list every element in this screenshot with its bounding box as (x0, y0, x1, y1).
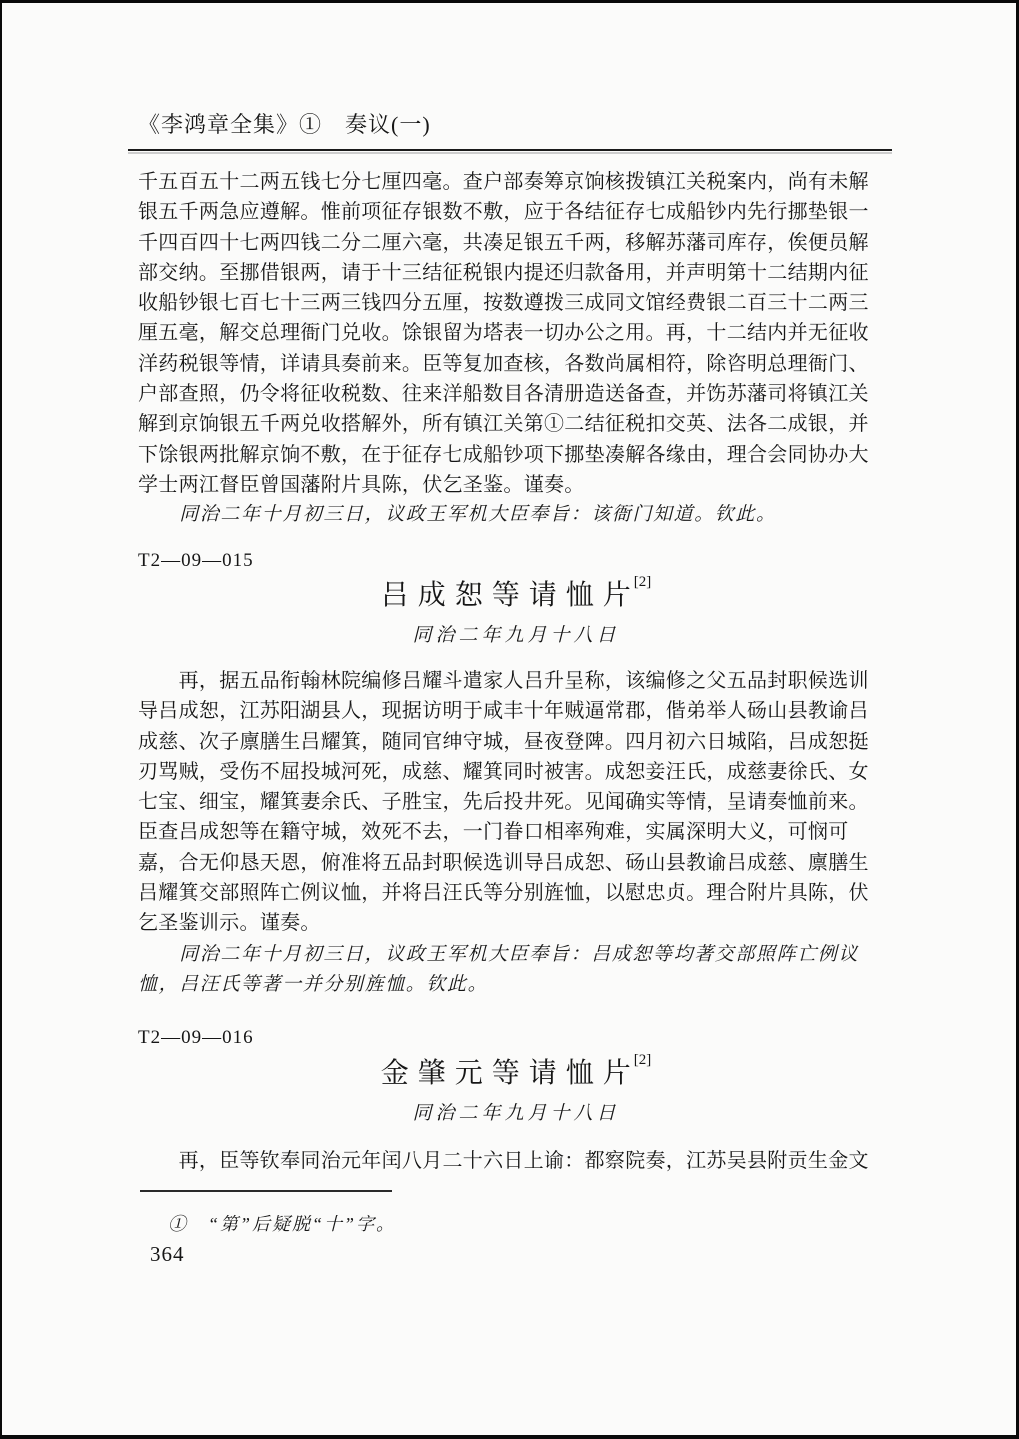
text-line: 同治二年十月初三日，议政王军机大臣奉旨：吕成恕等均著交部照阵亡例议 (138, 944, 860, 965)
text-line: 厘五毫，解交总理衙门兑收。馀银留为塔表一切办公之用。再，十二结内并无征收 (138, 322, 869, 345)
text-line: 刃骂贼，受伤不屈投城河死，成慈、耀箕同时被害。成恕妾汪氏，成慈妻徐氏、女 (138, 760, 869, 783)
scan-border-bottom (0, 1435, 1019, 1439)
continued-memorial-edict (138, 500, 894, 530)
page-number: 364 (150, 1242, 185, 1266)
text-line: 导吕成恕，江苏阳湖县人，现据访明于咸丰十年贼逼常郡，偕弟举人砀山县教谕吕 (138, 700, 869, 723)
text-line: 再，臣等钦奉同治元年闰八月二十六日上谕：都察院奏，江苏吴县附贡生金文 (138, 1150, 869, 1172)
memorial-lu-title-note-ref: [2] (633, 574, 652, 590)
text-line: 臣查吕成恕等在籍守城，效死不去，一门眷口相率殉难，实属深明大义，可悯可 (138, 821, 849, 844)
footnote-text: ① “第”后疑脱“十”字。 (168, 1214, 397, 1234)
memorial-jin-body (138, 1146, 894, 1176)
memorial-lu-date: 同治二年九月十八日 (412, 625, 620, 646)
text-line: 学士两江督臣曾国藩附片具陈，伏乞圣鉴。谨奏。 (138, 473, 585, 496)
text-line: 解到京饷银五千两兑收搭解外，所有镇江关第①二结征税扣交英、法各二成银，并 (138, 413, 869, 436)
text-line: 同治二年十月初三日，议政王军机大臣奉旨：该衙门知道。钦此。 (138, 504, 777, 525)
archive-id-t2-09-016: T2—09—016 (138, 1027, 254, 1048)
text-line: 吕耀箕交部照阵亡例议恤，并将吕汪氏等分别旌恤，以慰忠贞。理合附片具陈，伏 (138, 882, 869, 905)
running-head-title: 《李鸿章全集》① 奏议(一) (138, 112, 431, 137)
memorial-jin-title-text: 金肇元等请恤片 (380, 1058, 640, 1089)
text-line: 收船钞银七百七十三两三钱四分五厘，按数遵拨三成同文馆经费银二百三十二两三 (138, 292, 869, 315)
text-line: 成慈、次子廪膳生吕耀箕，随同官绅守城，昼夜登陴。四月初六日城陷，吕成恕挺 (138, 730, 869, 753)
text-line: 千五百五十二两五钱七分七厘四毫。查户部奏筹京饷核拨镇江关税案内，尚有未解 (138, 171, 869, 193)
footnote-rule (140, 1190, 392, 1192)
text-line: 部交纳。至挪借银两，请于十三结征税银内提还归款备用，并声明第十二结期内征 (138, 261, 869, 284)
memorial-jin-date: 同治二年九月十八日 (412, 1103, 620, 1124)
memorial-lu-title (138, 573, 894, 613)
text-line: 千四百四十七两四钱二分二厘六毫，共凑足银五千两，移解苏藩司库存，俟便员解 (138, 231, 869, 254)
memorial-lu-edict (138, 940, 894, 1001)
text-line: 下馀银两批解京饷不敷，在于征存七成船钞项下挪垫凑解各缘由，理合会同协办大 (138, 443, 869, 466)
text-line: 再，据五品衔翰林院编修吕耀斗遣家人吕升呈称，该编修之父五品封职候选训 (138, 670, 869, 692)
archive-id-t2-09-015: T2—09—015 (138, 550, 254, 571)
text-line: 七宝、细宝，耀箕妻余氏、子胜宝，先后投井死。见闻确实等情，呈请奏恤前来。 (138, 791, 869, 814)
scan-border-top (0, 0, 1019, 3)
text-line: 乞圣鉴训示。谨奏。 (138, 912, 321, 935)
text-line: 恤，吕汪氏等著一并分别旌恤。钦此。 (138, 974, 489, 996)
memorial-jin-title-note-ref: [2] (633, 1052, 652, 1068)
scan-border-left (0, 0, 2, 1439)
memorial-lu-body (138, 666, 894, 939)
memorial-lu-title-text: 吕成恕等请恤片 (380, 580, 640, 611)
text-line: 洋药税银等情，详请具奏前来。臣等复加查核，各数尚属相符，除咨明总理衙门、 (138, 352, 869, 375)
memorial-jin-title (138, 1051, 894, 1091)
text-line: 银五千两急应遵解。惟前项征存银数不敷，应于各结征存七成船钞内先行挪垫银一 (138, 201, 869, 224)
text-line: 嘉，合无仰恳天恩，俯准将五品封职候选训导吕成恕、砀山县教谕吕成慈、廪膳生 (138, 851, 869, 874)
text-line: 户部查照，仍令将征收税数、往来洋船数目各清册造送备查，并饬苏藩司将镇江关 (138, 383, 869, 406)
continued-memorial-body (138, 167, 894, 500)
running-head-rule (128, 149, 892, 151)
